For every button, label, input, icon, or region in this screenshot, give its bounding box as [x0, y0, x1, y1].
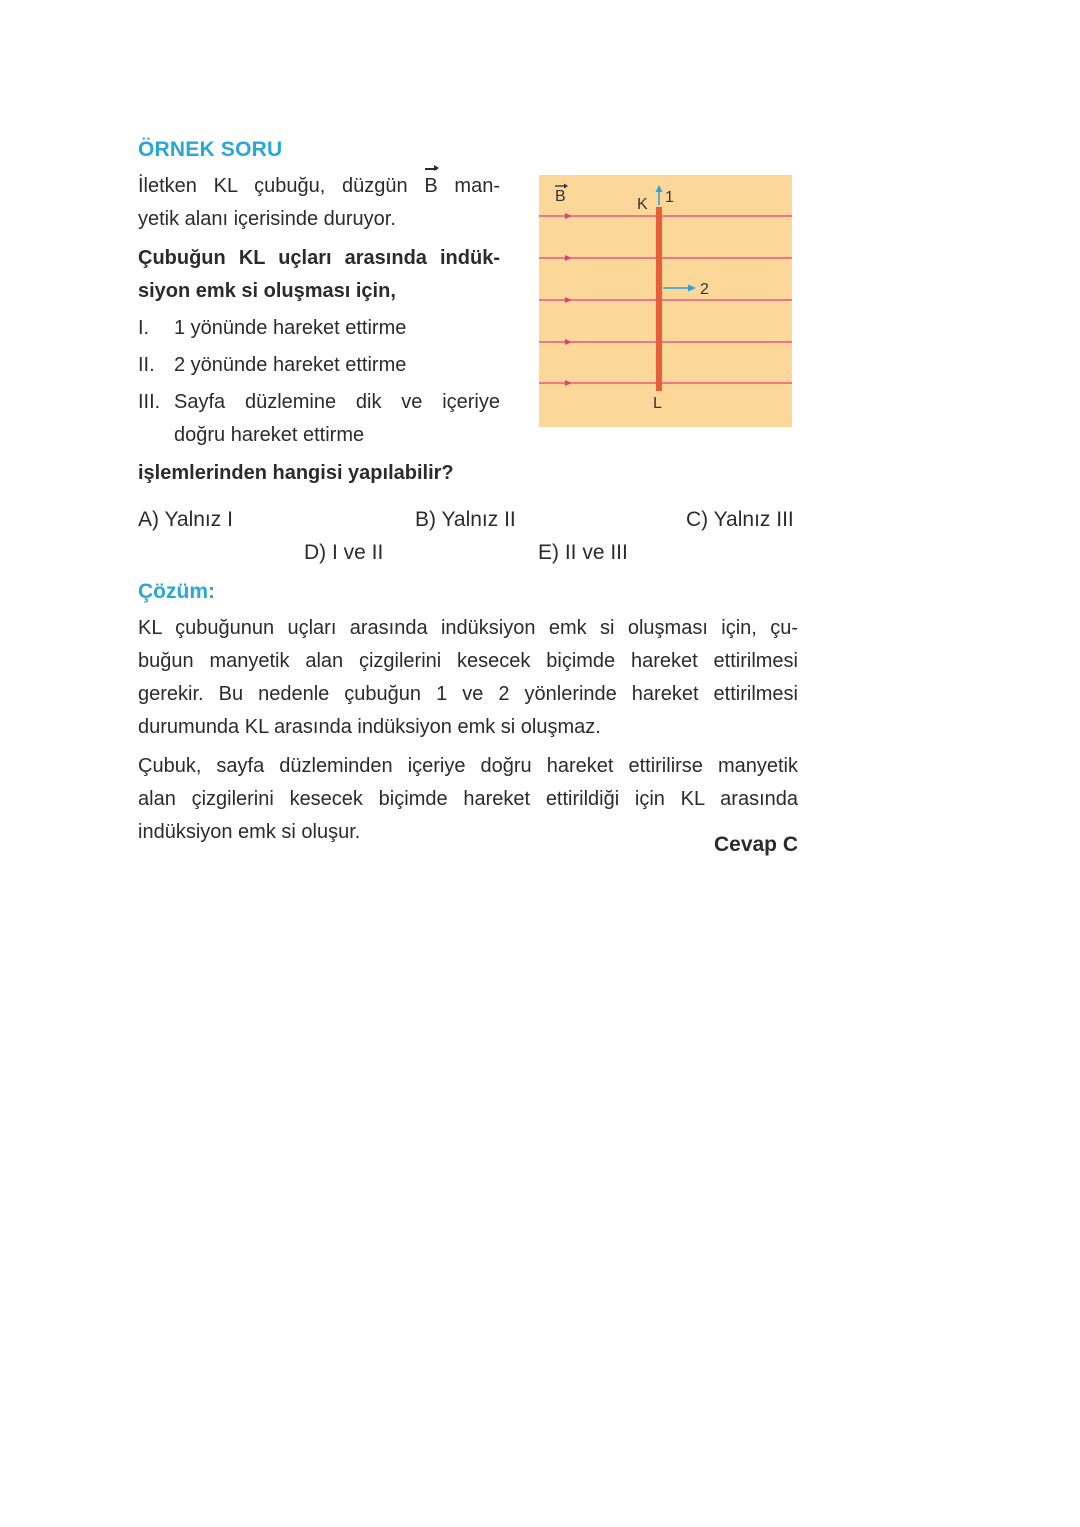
option-e: E) II ve III — [538, 541, 628, 564]
rod-label-k: K — [637, 196, 648, 213]
magnetic-field-figure — [539, 175, 792, 427]
direction-1-label: 1 — [665, 189, 674, 206]
answer-label: Cevap C — [713, 833, 798, 856]
question-intro: İletken KL çubuğu, düzgün B man- yetik alanı içerisinde duruyor. — [138, 170, 500, 236]
item-3-continued: doğru hareket ettirme — [174, 424, 365, 446]
rod-label-l: L — [653, 395, 662, 412]
figure-background — [539, 175, 792, 427]
item-3: III. Sayfa düzlemine dik ve içeriye — [138, 391, 500, 413]
option-a: A) Yalnız I — [138, 508, 233, 531]
field-label: B — [555, 188, 566, 205]
example-heading: ÖRNEK SORU — [138, 138, 283, 161]
question-stem: Çubuğun KL uçları arasında indük- siyon emk si oluşması için, — [138, 247, 500, 302]
option-b: B) Yalnız II — [415, 508, 516, 531]
item-2: II. 2 yönünde hareket ettirme — [138, 354, 407, 376]
item-1: I. 1 yönünde hareket ettirme — [138, 317, 407, 339]
option-d: D) I ve II — [304, 541, 384, 564]
question-ask: işlemlerinden hangisi yapılabilir? — [138, 462, 454, 484]
solution-title: Çözüm: — [138, 580, 215, 603]
field-vector-symbol: B — [424, 170, 437, 203]
direction-2-label: 2 — [700, 281, 709, 298]
solution-paragraph-2: Çubuk, sayfa düzleminden içeriye doğru hareket ettirilirse manyetik alan çizgilerini kesecek biçimde hareket ettirildiği için KL arasında indüksiyon emk si oluşur. — [138, 755, 798, 843]
kl-rod — [656, 207, 662, 391]
option-c: C) Yalnız III — [686, 508, 794, 531]
solution-paragraph-1: KL çubuğunun uçları arasında indüksiyon emk si oluşması için, çu- buğun manyetik alan çizgilerini kesecek biçimde hareket ettirilmesi gerekir. Bu nedenle çubuğun 1 ve 2 yönlerinde hareket ettirilmesi durumunda KL arasında indüksiyon emk si oluşmaz. — [138, 617, 798, 738]
